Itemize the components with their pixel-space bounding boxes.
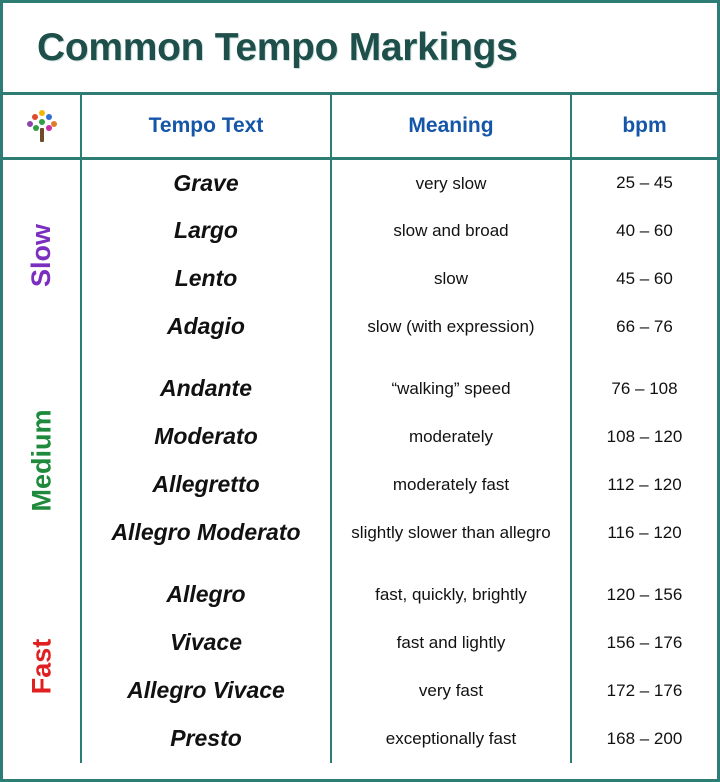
table-row xyxy=(3,365,717,413)
tempo-text: Largo xyxy=(81,207,331,255)
bpm-text: 66 – 76 xyxy=(616,316,673,336)
spacer-cell xyxy=(331,557,571,571)
meaning-text: very slow xyxy=(331,159,571,207)
table-row xyxy=(3,667,717,715)
group-spacer xyxy=(3,557,717,571)
table-row xyxy=(3,159,717,207)
bpm-text: 108 – 120 xyxy=(606,426,683,446)
bpm-text: 120 – 156 xyxy=(606,584,683,604)
category-label-slow: Slow xyxy=(25,223,56,287)
column-header-bpm: bpm xyxy=(571,95,717,159)
meaning-text: moderately fast xyxy=(331,461,571,509)
category-label-fast: Fast xyxy=(26,638,56,695)
tempo-text: Vivace xyxy=(81,619,331,667)
page-title: Common Tempo Markings xyxy=(37,25,518,69)
tempo-text: Allegro Moderato xyxy=(81,509,331,557)
table-row xyxy=(3,207,717,255)
spacer-cell xyxy=(81,351,331,365)
logo-cell xyxy=(3,95,81,159)
meaning-text: slow and broad xyxy=(331,207,571,255)
spacer-cell xyxy=(571,351,717,365)
column-header-meaning: Meaning xyxy=(331,95,571,159)
bpm-text: 45 – 60 xyxy=(616,268,673,288)
tempo-text: Lento xyxy=(81,255,331,303)
tempo-text: Allegro xyxy=(81,571,331,619)
bpm-text: 25 – 45 xyxy=(616,173,673,193)
group-spacer xyxy=(3,351,717,365)
table-header-row xyxy=(3,95,717,159)
meaning-text: exceptionally fast xyxy=(331,715,571,763)
category-cell-fast xyxy=(3,571,81,763)
meaning-text: fast, quickly, brightly xyxy=(331,571,571,619)
meaning-text: slightly slower than allegro xyxy=(331,509,571,557)
meaning-text: moderately xyxy=(331,413,571,461)
spacer-cell xyxy=(81,557,331,571)
meaning-text: slow xyxy=(331,255,571,303)
table-row xyxy=(3,509,717,557)
bpm-text: 156 – 176 xyxy=(606,632,683,652)
category-label-medium: Medium xyxy=(26,409,57,512)
meaning-text: very fast xyxy=(331,667,571,715)
bpm-text: 40 – 60 xyxy=(616,220,673,240)
meaning-text: “walking” speed xyxy=(331,365,571,413)
spacer-cell xyxy=(571,557,717,571)
bpm-text: 116 – 120 xyxy=(607,522,682,542)
category-cell-medium xyxy=(3,365,81,557)
table-row xyxy=(3,413,717,461)
bpm-text: 168 – 200 xyxy=(606,728,683,748)
tempo-table xyxy=(3,95,717,763)
table-row xyxy=(3,255,717,303)
spacer-cell xyxy=(331,351,571,365)
bpm-text: 76 – 108 xyxy=(611,378,678,398)
table-header xyxy=(3,95,717,159)
table-row xyxy=(3,619,717,667)
table-row xyxy=(3,571,717,619)
tempo-text: Moderato xyxy=(81,413,331,461)
spacer-cell xyxy=(3,351,81,365)
tree-logo-icon xyxy=(25,109,59,143)
table-body xyxy=(3,159,717,763)
title-bar xyxy=(3,3,717,95)
table-row xyxy=(3,715,717,763)
table-row xyxy=(3,461,717,509)
tempo-text: Allegretto xyxy=(81,461,331,509)
bpm-text: 172 – 176 xyxy=(606,680,683,700)
spacer-cell xyxy=(3,557,81,571)
meaning-text: fast and lightly xyxy=(331,619,571,667)
tempo-text: Adagio xyxy=(81,303,331,351)
column-header-tempo-text: Tempo Text xyxy=(81,95,331,159)
meaning-text: slow (with expression) xyxy=(331,303,571,351)
bpm-text: 112 – 120 xyxy=(607,474,682,494)
category-cell-slow xyxy=(3,159,81,351)
tempo-text: Allegro Vivace xyxy=(81,667,331,715)
tempo-text: Grave xyxy=(81,159,331,207)
table-row xyxy=(3,303,717,351)
tempo-text: Andante xyxy=(81,365,331,413)
tempo-text: Presto xyxy=(81,715,331,763)
